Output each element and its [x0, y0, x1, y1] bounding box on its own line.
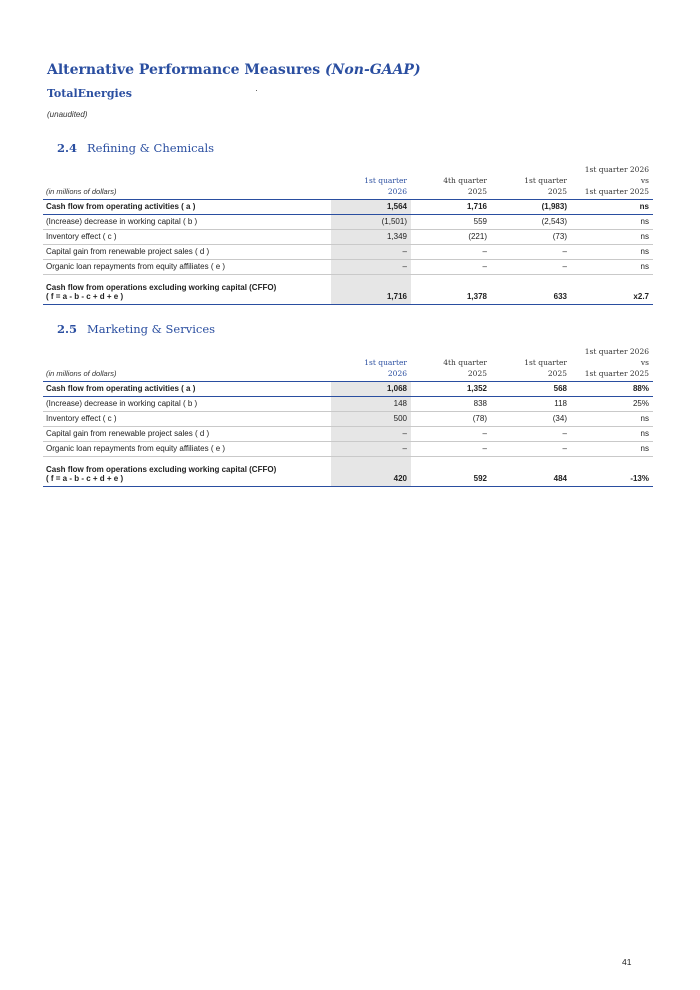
- col-header-q1-2025: [491, 164, 571, 200]
- page-title-italic: (Non-GAAP): [325, 62, 421, 78]
- table-row-total: [43, 457, 653, 487]
- cell-variation: 25%: [571, 397, 653, 412]
- section-title-refining: [57, 141, 214, 155]
- row-label: [43, 275, 331, 305]
- cell-variation: 88%: [571, 382, 653, 397]
- cell-q4-2025: 1,716: [411, 200, 491, 215]
- col-header-q1-2026: [331, 346, 411, 382]
- row-label: Capital gain from renewable project sales ( d ): [43, 245, 331, 260]
- col-header-variation: [571, 346, 653, 382]
- row-label: (Increase) decrease in working capital ( b ): [43, 397, 331, 412]
- cell-variation: ns: [571, 230, 653, 245]
- cell-q1-2026: (1,501): [331, 215, 411, 230]
- table-marketing: [43, 346, 653, 487]
- cell-q1-2025: (2,543): [491, 215, 571, 230]
- col-header-line: 2026: [387, 187, 407, 196]
- col-header-line: 1st quarter: [364, 176, 407, 185]
- cell-q1-2026: –: [331, 260, 411, 275]
- cell-variation: ns: [571, 215, 653, 230]
- cell-q4-2025: –: [411, 245, 491, 260]
- row-label: Inventory effect ( c ): [43, 230, 331, 245]
- col-header-line: 1st quarter 2026: [584, 165, 649, 174]
- cell-q1-2026: 1,068: [331, 382, 411, 397]
- row-label-line: Cash flow from operations excluding working capital (CFFO): [46, 283, 277, 292]
- table-row: [43, 412, 653, 427]
- row-label: Cash flow from operating activities ( a ): [43, 200, 331, 215]
- row-label: Inventory effect ( c ): [43, 412, 331, 427]
- col-header-line: 2025: [547, 369, 567, 378]
- cell-q1-2025: 568: [491, 382, 571, 397]
- row-label: Organic loan repayments from equity affiliates ( e ): [43, 260, 331, 275]
- cell-q1-2026: –: [331, 427, 411, 442]
- cell-q1-2025: –: [491, 442, 571, 457]
- cell-q1-2025: –: [491, 260, 571, 275]
- stray-dot: [256, 90, 257, 91]
- cell-q1-2026: –: [331, 245, 411, 260]
- cell-variation: ns: [571, 245, 653, 260]
- page-number: 41: [622, 957, 632, 967]
- col-header-q1-2026: [331, 164, 411, 200]
- section-name: Refining & Chemicals: [87, 141, 215, 155]
- cell-q1-2025: 118: [491, 397, 571, 412]
- row-label: Capital gain from renewable project sales ( d ): [43, 427, 331, 442]
- row-label: Organic loan repayments from equity affiliates ( e ): [43, 442, 331, 457]
- col-header-line: 1st quarter: [364, 358, 407, 367]
- col-header-line: 1st quarter 2025: [584, 369, 649, 378]
- col-header-line: 1st quarter: [524, 176, 567, 185]
- col-header-variation: [571, 164, 653, 200]
- cell-q1-2025: (73): [491, 230, 571, 245]
- page-title-main: Alternative Performance Measures: [47, 62, 321, 78]
- cell-q4-2025: –: [411, 442, 491, 457]
- row-label-formula: ( f = a - b - c + d + e ): [46, 474, 124, 483]
- table-header-row: [43, 164, 653, 200]
- row-label-line: Cash flow from operations excluding working capital (CFFO): [46, 465, 277, 474]
- table-row: [43, 200, 653, 215]
- col-header-line: 4th quarter: [443, 176, 487, 185]
- cell-q4-2025: –: [411, 260, 491, 275]
- col-header-line: 2025: [547, 187, 567, 196]
- cell-q1-2026: 420: [331, 457, 411, 487]
- unaudited-note: (unaudited): [47, 110, 88, 119]
- table-row: [43, 397, 653, 412]
- cell-q4-2025: (78): [411, 412, 491, 427]
- cell-q1-2025: –: [491, 245, 571, 260]
- cell-q1-2025: 633: [491, 275, 571, 305]
- col-header-q1-2025: [491, 346, 571, 382]
- table-refining: [43, 164, 653, 305]
- cell-q1-2025: 484: [491, 457, 571, 487]
- cell-q1-2026: 1,716: [331, 275, 411, 305]
- cell-variation: ns: [571, 412, 653, 427]
- col-header-line: vs: [640, 358, 649, 367]
- cell-q1-2026: –: [331, 442, 411, 457]
- cell-variation: ns: [571, 200, 653, 215]
- cell-variation: ns: [571, 260, 653, 275]
- section-number: 2.5: [57, 322, 78, 336]
- col-header-line: 2026: [387, 369, 407, 378]
- table-header-row: [43, 346, 653, 382]
- table-row: [43, 427, 653, 442]
- section-number: 2.4: [57, 141, 78, 155]
- cell-q1-2025: (34): [491, 412, 571, 427]
- col-header-q4-2025: [411, 164, 491, 200]
- row-label: (Increase) decrease in working capital ( b ): [43, 215, 331, 230]
- cell-q4-2025: 838: [411, 397, 491, 412]
- cell-q4-2025: 1,378: [411, 275, 491, 305]
- cell-variation: -13%: [571, 457, 653, 487]
- col-header-line: 2025: [467, 369, 487, 378]
- table-row: [43, 245, 653, 260]
- units-label: (in millions of dollars): [46, 369, 117, 378]
- cell-q4-2025: –: [411, 427, 491, 442]
- table-row: [43, 230, 653, 245]
- row-label: [43, 457, 331, 487]
- cell-q1-2026: 1,564: [331, 200, 411, 215]
- table-row: [43, 215, 653, 230]
- col-header-q4-2025: [411, 346, 491, 382]
- cell-variation: ns: [571, 442, 653, 457]
- cell-q4-2025: 1,352: [411, 382, 491, 397]
- table-row: [43, 260, 653, 275]
- col-header-line: 4th quarter: [443, 358, 487, 367]
- cell-q4-2025: 559: [411, 215, 491, 230]
- table-row: [43, 442, 653, 457]
- company-name: TotalEnergies: [47, 87, 132, 100]
- row-label-formula: ( f = a - b - c + d + e ): [46, 292, 124, 301]
- cell-q4-2025: (221): [411, 230, 491, 245]
- units-label: (in millions of dollars): [46, 187, 117, 196]
- cell-q4-2025: 592: [411, 457, 491, 487]
- col-header-line: 1st quarter: [524, 358, 567, 367]
- col-header-line: 2025: [467, 187, 487, 196]
- section-title-marketing: [57, 322, 215, 336]
- col-header-line: vs: [640, 176, 649, 185]
- cell-q1-2025: –: [491, 427, 571, 442]
- row-label: Cash flow from operating activities ( a ): [43, 382, 331, 397]
- cell-q1-2026: 148: [331, 397, 411, 412]
- col-header-line: 1st quarter 2026: [584, 347, 649, 356]
- col-header-line: 1st quarter 2025: [584, 187, 649, 196]
- table-row: [43, 382, 653, 397]
- table-row-total: [43, 275, 653, 305]
- cell-variation: ns: [571, 427, 653, 442]
- section-name: Marketing & Services: [87, 322, 216, 336]
- cell-q1-2025: (1,983): [491, 200, 571, 215]
- cell-q1-2026: 500: [331, 412, 411, 427]
- cell-q1-2026: 1,349: [331, 230, 411, 245]
- page-title: [47, 62, 421, 78]
- cell-variation: x2.7: [571, 275, 653, 305]
